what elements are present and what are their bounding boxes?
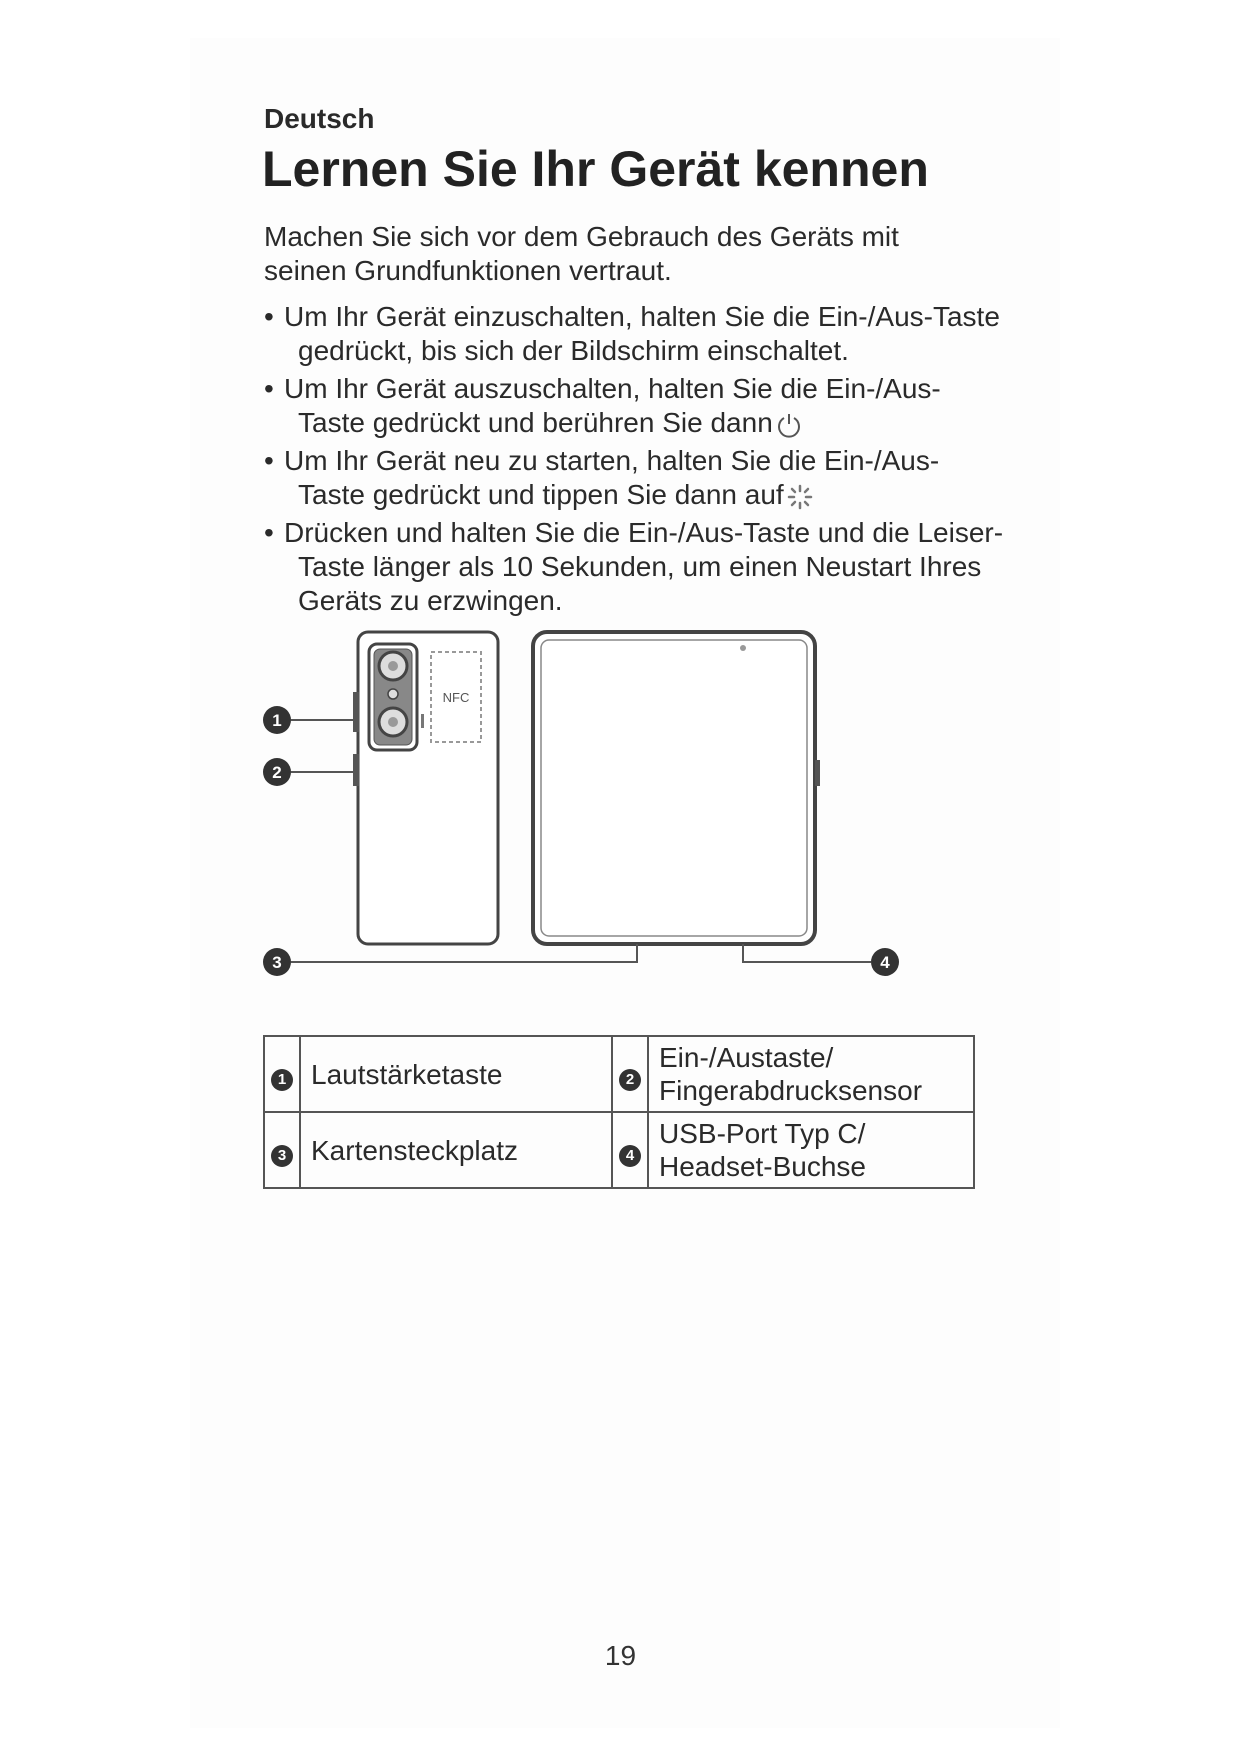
page-title: Lernen Sie Ihr Gerät kennen	[262, 141, 929, 197]
nfc-label: NFC	[442, 690, 470, 705]
power-button	[353, 754, 359, 786]
legend-label: USB-Port Typ C/ Headset-Buchse	[648, 1112, 974, 1188]
instruction-list	[264, 300, 1004, 622]
legend-label: Ein-/Austaste/ Fingerabdrucksensor	[648, 1036, 974, 1112]
page-number: 19	[604, 1640, 637, 1671]
intro-paragraph: Machen Sie sich vor dem Gebrauch des Geräts mit seinen Grundfunktionen vertraut.	[264, 221, 899, 286]
list-item: • Um Ihr Gerät einzuschalten, halten Sie die Ein-/Aus-Taste gedrückt, bis sich der Bildschirm einschaltet.	[264, 301, 1000, 366]
list-item: • Drücken und halten Sie die Ein-/Aus-Taste und die Leiser-Taste länger als 10 Sekunden, um einen Neustart Ihres Geräts zu erzwingen.	[264, 517, 1004, 616]
svg-text:3: 3	[272, 953, 282, 972]
restart-icon	[786, 483, 814, 511]
volume-button	[353, 692, 359, 732]
front-camera	[740, 645, 746, 651]
legend-label: Kartensteckplatz	[300, 1112, 612, 1188]
device-diagram	[255, 630, 985, 1030]
legend-num: 3	[264, 1112, 300, 1188]
svg-text:2: 2	[272, 763, 282, 782]
legend-table	[263, 1035, 975, 1189]
callout-4	[743, 944, 899, 976]
table-row	[264, 1112, 974, 1188]
legend-num: 4	[612, 1112, 648, 1188]
legend-num: 2	[612, 1036, 648, 1112]
callout-1	[263, 706, 353, 734]
table-row	[264, 1036, 974, 1112]
callout-3	[263, 944, 637, 976]
power-icon	[775, 411, 803, 439]
svg-text:4: 4	[880, 953, 890, 972]
list-item: • Um Ihr Gerät neu zu starten, halten Sie die Ein-/Aus-Taste gedrückt und tippen Sie dann auf	[264, 445, 940, 510]
legend-label: Lautstärketaste	[300, 1036, 612, 1112]
legend-num: 1	[264, 1036, 300, 1112]
callout-2	[263, 758, 353, 786]
list-item: • Um Ihr Gerät auszuschalten, halten Sie die Ein-/Aus-Taste gedrückt und berühren Sie dann	[264, 373, 941, 438]
svg-text:1: 1	[272, 711, 282, 730]
language-label: Deutsch	[264, 103, 375, 134]
